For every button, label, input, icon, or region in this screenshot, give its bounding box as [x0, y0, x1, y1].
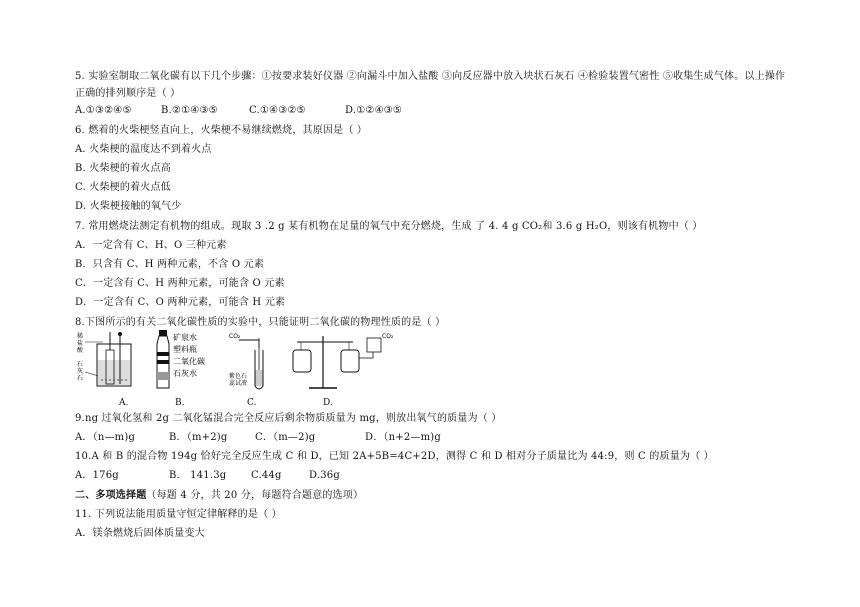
fig-c-label-2: 紫色石	[229, 373, 248, 380]
q10-option-b: B． 141.3g	[169, 470, 227, 481]
fig-b-label-4: 石灰水	[173, 369, 197, 378]
q6-stem: 6. 燃着的火柴梗竖直向上，火柴梗不易继续燃烧，其原因是（ ）	[75, 125, 368, 136]
fig-d-label: CO₂	[382, 333, 394, 340]
q5-option-a: A.①③②④⑤	[75, 105, 132, 116]
q7-stem: 7. 常用燃烧法测定有机物的组成。现取 3 .2 g 某有机物在足量的氧气中充分燃烧，生成 了 4. 4 g CO₂和 3.6 g H₂O，则该有机物中（ ）	[75, 221, 703, 232]
q9-option-b: B．（m+2)g	[169, 432, 228, 443]
fig-a-label-4: 石	[77, 361, 84, 368]
q8-figure-c	[227, 330, 283, 396]
fig-a-label-3: 酸	[77, 347, 84, 354]
q11-stem: 11. 下列说法能用质量守恒定律解释的是（ ）	[75, 509, 282, 520]
q5-options	[75, 104, 402, 117]
fig-c-label-1: CO₂	[229, 333, 241, 340]
q8-label-b: B.	[175, 398, 185, 408]
q11-option-a: A．镁条燃烧后固体质量变大	[75, 528, 205, 539]
section2-heading	[75, 489, 363, 502]
fig-b-label-2: 塑料瓶	[173, 345, 197, 354]
q5-option-d: D.①②④③⑤	[345, 105, 403, 116]
q5-option-b: B.②①④③⑤	[161, 105, 218, 116]
fig-a-label-1: 稀	[77, 333, 84, 340]
q5-stem-line2: 正确的排列顺序是（ ）	[75, 88, 181, 99]
q8-label-d: D.	[323, 398, 333, 408]
q8-label-a: A.	[119, 398, 129, 408]
fig-b-label-1: 矿泉水	[173, 333, 197, 342]
q8-figure-a	[75, 330, 145, 396]
q8-figures	[75, 330, 405, 412]
q9-option-a: A．（n—m)g	[75, 432, 136, 443]
q9-option-c: C．（m—2)g	[255, 432, 316, 443]
q8-figure-b	[153, 330, 223, 396]
q5-stem-line1: 5. 实验室制取二氧化碳有以下几个步骤：①按要求装好仪器 ②向漏斗中加入盐酸 ③向反应器中放入块状石灰石 ④检验装置气密性 ⑤收集生成气体。以上操作	[75, 71, 786, 82]
q7-option-a: A．一定含有 C、H、O 三种元素	[75, 240, 227, 251]
q10-option-a: A．176g	[75, 470, 119, 481]
q6-option-b: B. 火柴梗的着火点高	[75, 163, 171, 174]
fig-a-label-5: 灰	[77, 368, 84, 375]
q9-option-d: D．（n+2—m)g	[365, 432, 441, 443]
q6-option-c: C. 火柴梗的着火点低	[75, 182, 171, 193]
q8-stem: 8.下图所示的有关二氧化碳性质的实验中，只能证明二氧化碳的物理性质的是（ ）	[75, 317, 446, 328]
q6-option-d: D. 火柴梗接触的氧气少	[75, 201, 182, 212]
q5-option-c: C.①④③②⑤	[249, 105, 306, 116]
q9-stem: 9.ng 过氧化氢和 2g 二氧化锰混合完全反应后剩余物质质量为 mg，则放出氧气的质量为（ ）	[75, 413, 502, 424]
q6-option-a: A. 火柴梗的温度达不到着火点	[75, 144, 212, 155]
section2-note: （每题 4 分，共 20 分，每题符合题意的选项）	[146, 490, 364, 501]
q10-option-c: C.44g	[251, 470, 282, 481]
q7-option-c: C．一定含有 C、H 两种元素，可能含 O 元素	[75, 278, 285, 289]
q10-options	[75, 469, 340, 482]
q7-option-d: D．一定含有 C、O 两种元素，可能含 H 元素	[75, 297, 286, 308]
q8-label-c: C.	[247, 398, 257, 408]
fig-a-label-6: 石	[77, 375, 84, 382]
q10-stem: 10.A 和 B 的混合物 194g 恰好完全反应生成 C 和 D，已知 2A+5B=4C+2D，测得 C 和 D 相对分子质量比为 44:9，则 C 的质量为（ ）	[75, 451, 714, 462]
section2-title: 二、多项选择题	[75, 490, 147, 501]
fig-a-label-2: 盐	[77, 340, 84, 347]
fig-c-label-3: 蕊试液	[229, 380, 248, 387]
q7-option-b: B．只含有 C、H 两种元素，不含 O 元素	[75, 259, 265, 270]
q9-options	[75, 431, 441, 444]
fig-b-label-3: 二氧化碳	[173, 357, 205, 366]
q10-option-d: D.36g	[309, 470, 340, 481]
q8-figure-d	[287, 330, 397, 396]
